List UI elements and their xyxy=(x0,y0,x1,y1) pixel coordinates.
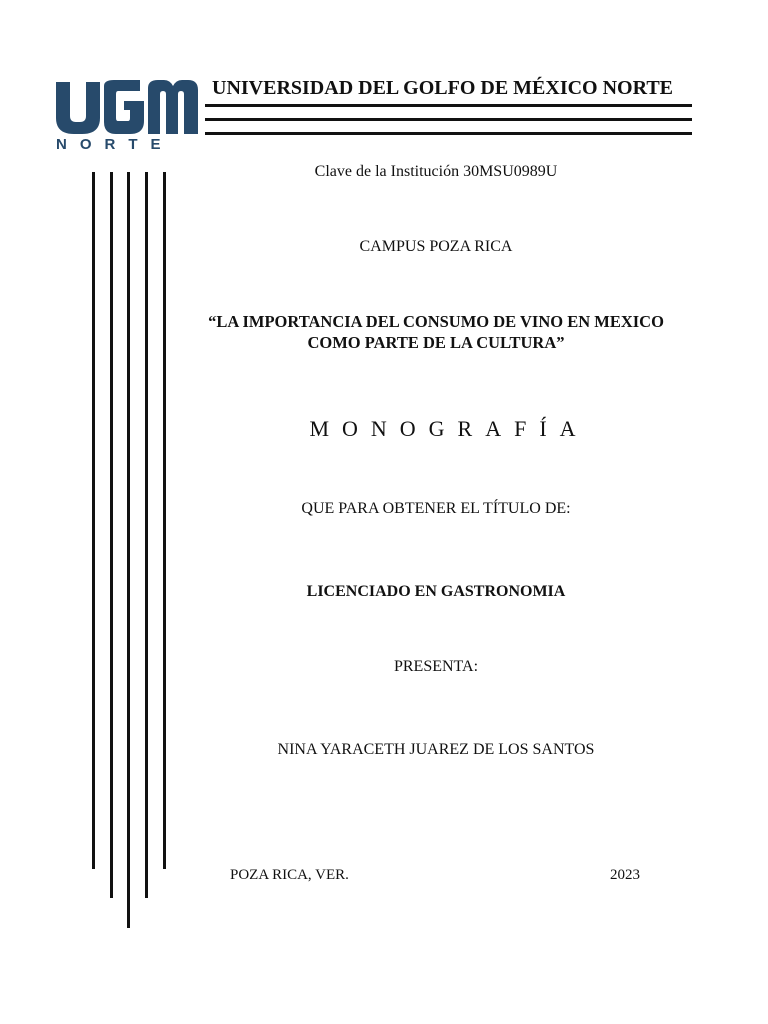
thesis-title-line-1: “LA IMPORTANCIA DEL CONSUMO DE VINO EN MEXICO xyxy=(208,312,664,331)
institution-key: Clave de la Institución 30MSU0989U xyxy=(314,163,558,180)
university-name: UNIVERSIDAD DEL GOLFO DE MÉXICO NORTE xyxy=(212,77,674,99)
purpose: QUE PARA OBTENER EL TÍTULO DE: xyxy=(301,500,571,517)
presents: PRESENTA: xyxy=(393,658,479,675)
vertical-rule-2 xyxy=(110,172,113,898)
thesis-title xyxy=(200,311,672,353)
ugm-logo-mark xyxy=(54,78,200,136)
vertical-rule-3 xyxy=(127,172,130,928)
author-name: NINA YARACETH JUAREZ DE LOS SANTOS xyxy=(277,741,595,758)
vertical-rule-1 xyxy=(92,172,95,869)
header-rule-3 xyxy=(205,132,692,135)
header-rule-1 xyxy=(205,104,692,107)
vertical-rule-4 xyxy=(145,172,148,898)
thesis-title-line-2: COMO PARTE DE LA CULTURA” xyxy=(307,333,565,352)
document-type: MONOGRAFÍA xyxy=(309,416,589,441)
campus: CAMPUS POZA RICA xyxy=(359,238,513,255)
logo-word: NORTE xyxy=(56,136,174,153)
header-rule-2 xyxy=(205,118,692,121)
vertical-rule-5 xyxy=(163,172,166,869)
year: 2023 xyxy=(610,867,640,883)
degree: LICENCIADO EN GASTRONOMIA xyxy=(306,583,566,600)
place: POZA RICA, VER. xyxy=(230,867,349,883)
